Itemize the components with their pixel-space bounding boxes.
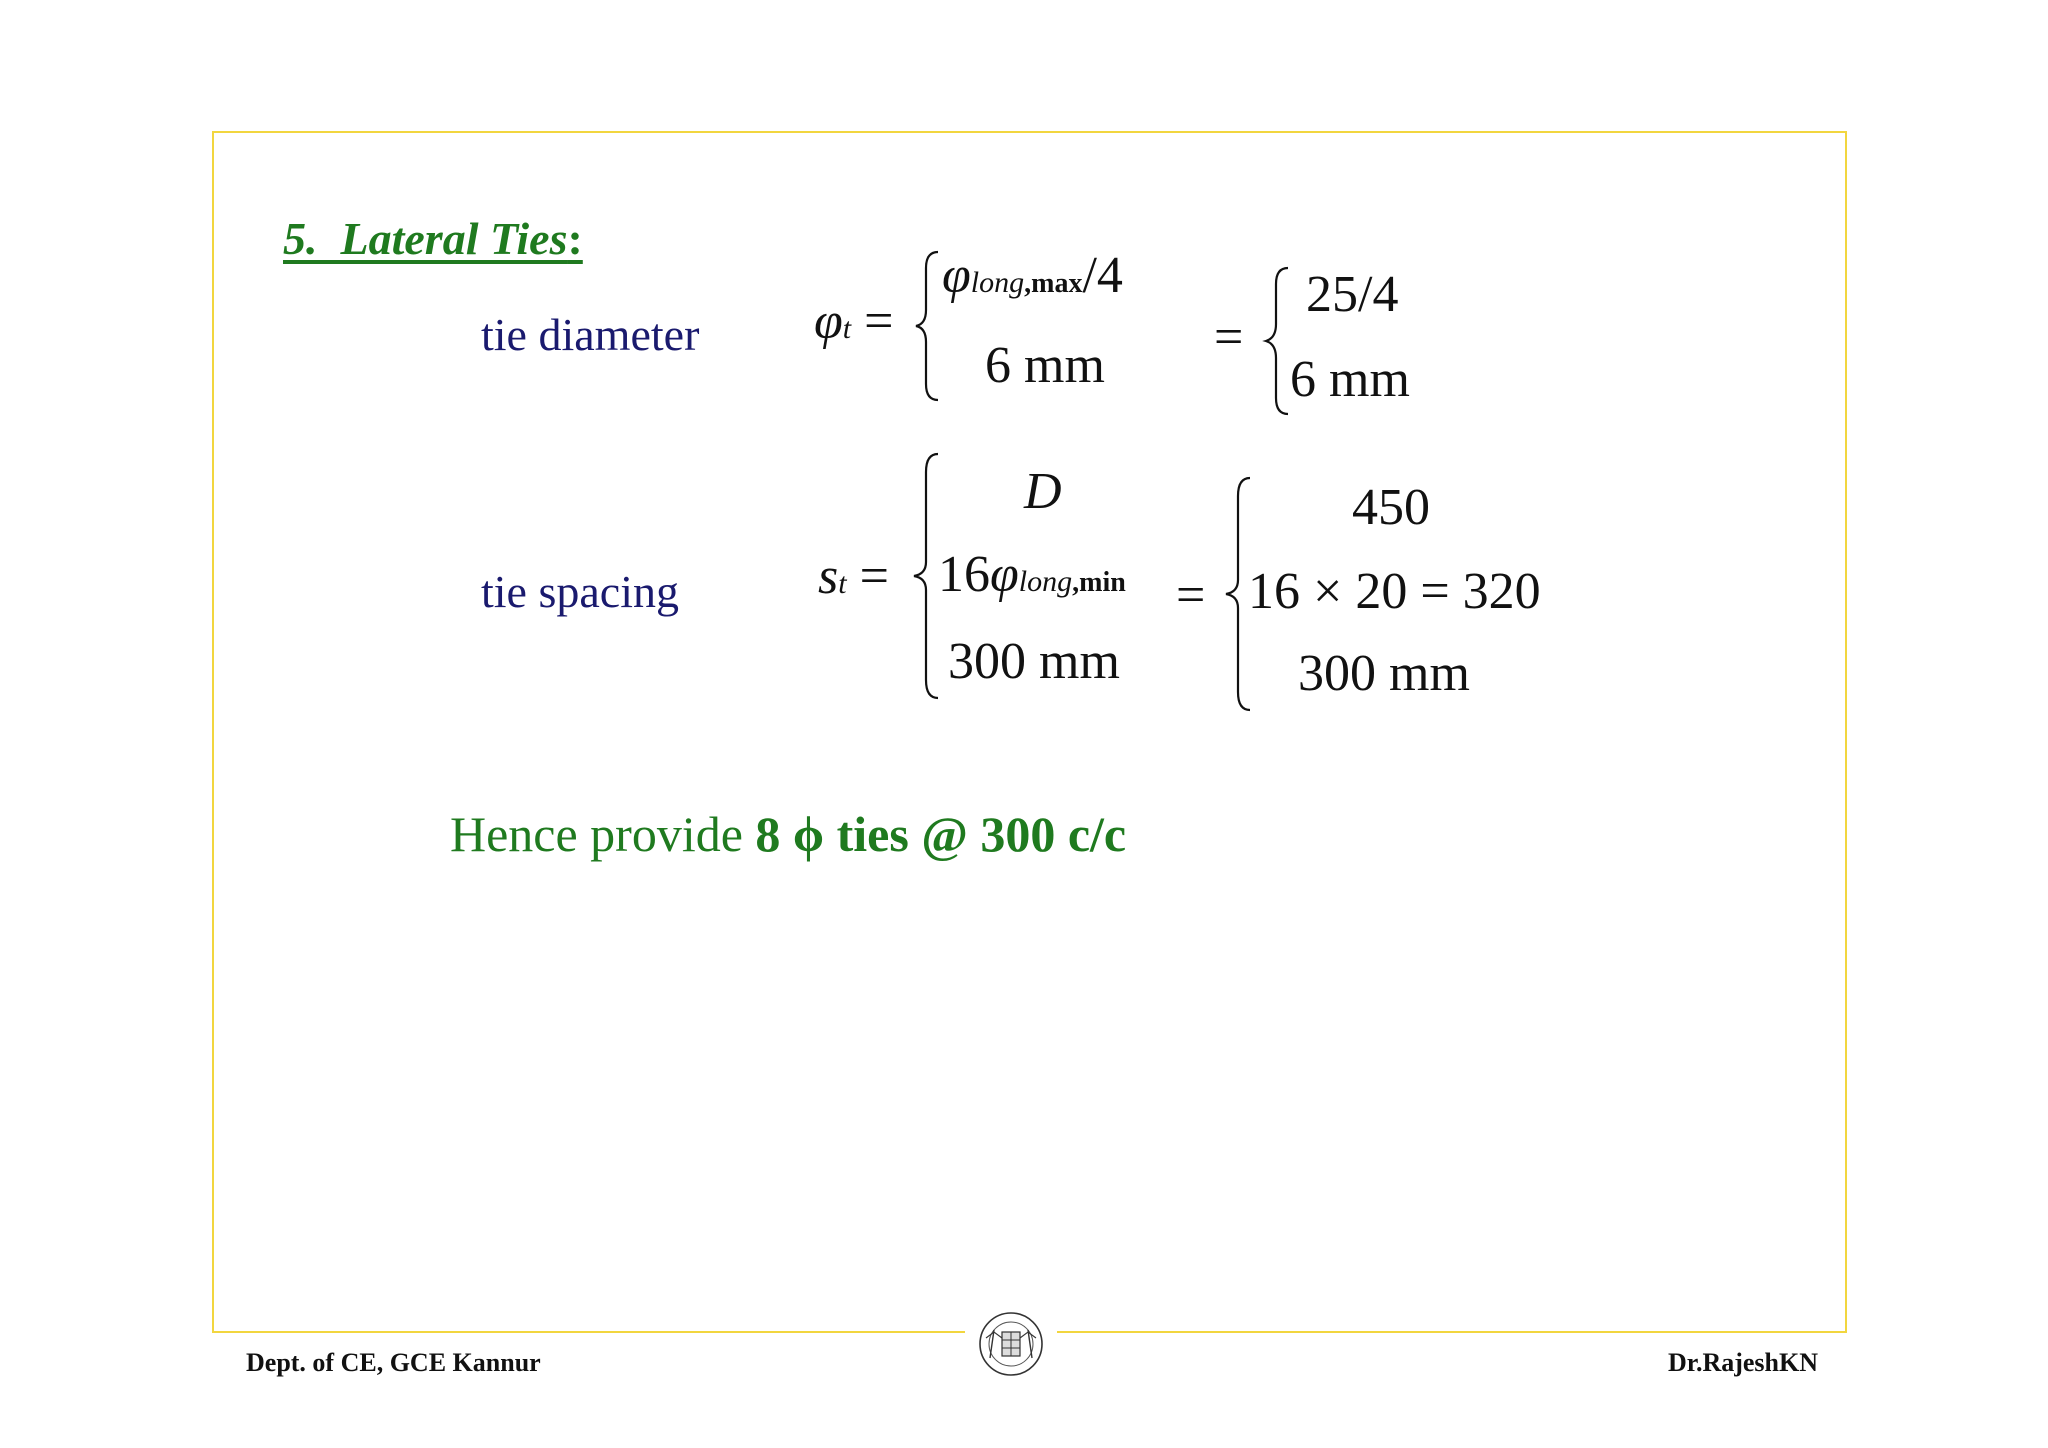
conclusion-bold: 8 ϕ ties @ 300 c/c <box>755 806 1127 862</box>
tie-spacing-case2 <box>938 545 1126 604</box>
tie-spacing-lhs <box>818 547 889 606</box>
heading-number: 5. <box>283 213 318 264</box>
case2-subscript: long <box>1018 565 1073 598</box>
lhs-subscript: t <box>838 567 847 600</box>
right-brace-icon <box>1262 266 1292 416</box>
tie-spacing-case3: 300 mm <box>948 633 1120 690</box>
case2-prefix: 16 <box>938 546 990 603</box>
phi-symbol: φ <box>990 546 1019 603</box>
tie-spacing-result2: 16 × 20 = 320 <box>1248 563 1541 620</box>
college-seal-logo-icon <box>976 1308 1046 1384</box>
tie-diameter-result2: 6 mm <box>1290 351 1410 408</box>
equals-sign: = <box>864 293 894 350</box>
slide-heading <box>283 212 583 265</box>
tie-spacing-equals: = <box>1176 567 1206 624</box>
conclusion-text <box>450 805 1126 863</box>
footer-left: Dept. of CE, GCE Kannur <box>246 1348 541 1377</box>
tie-diameter-label: tie diameter <box>481 309 700 360</box>
s-symbol: s <box>818 548 839 605</box>
slide-frame <box>212 131 1847 1333</box>
equals-sign: = <box>859 548 889 605</box>
phi-symbol: φ <box>942 247 971 304</box>
phi-symbol: φ <box>814 293 843 350</box>
case1-tail: /4 <box>1082 247 1123 304</box>
tie-diameter-case1 <box>942 246 1123 305</box>
case1-subscript: long <box>970 266 1025 299</box>
tie-spacing-result1: 450 <box>1352 479 1430 536</box>
left-brace-icon <box>912 250 942 402</box>
lhs-subscript: t <box>842 312 852 345</box>
case2-subscript-bold: ,min <box>1072 567 1126 598</box>
tie-spacing-label: tie spacing <box>481 566 679 617</box>
footer-right: Dr.RajeshKN <box>1668 1348 1818 1377</box>
case1-subscript-bold: ,max <box>1024 268 1083 299</box>
tie-spacing-case1: D <box>1024 463 1062 520</box>
tie-diameter-case2: 6 mm <box>985 337 1105 394</box>
tie-diameter-equals: = <box>1214 309 1244 366</box>
tie-diameter-result1: 25/4 <box>1306 266 1399 323</box>
heading-colon: : <box>567 213 583 264</box>
conclusion-prefix: Hence provide <box>450 806 756 862</box>
heading-title: Lateral Ties <box>340 213 568 264</box>
tie-spacing-result3: 300 mm <box>1298 645 1470 702</box>
tie-diameter-lhs <box>814 292 893 351</box>
